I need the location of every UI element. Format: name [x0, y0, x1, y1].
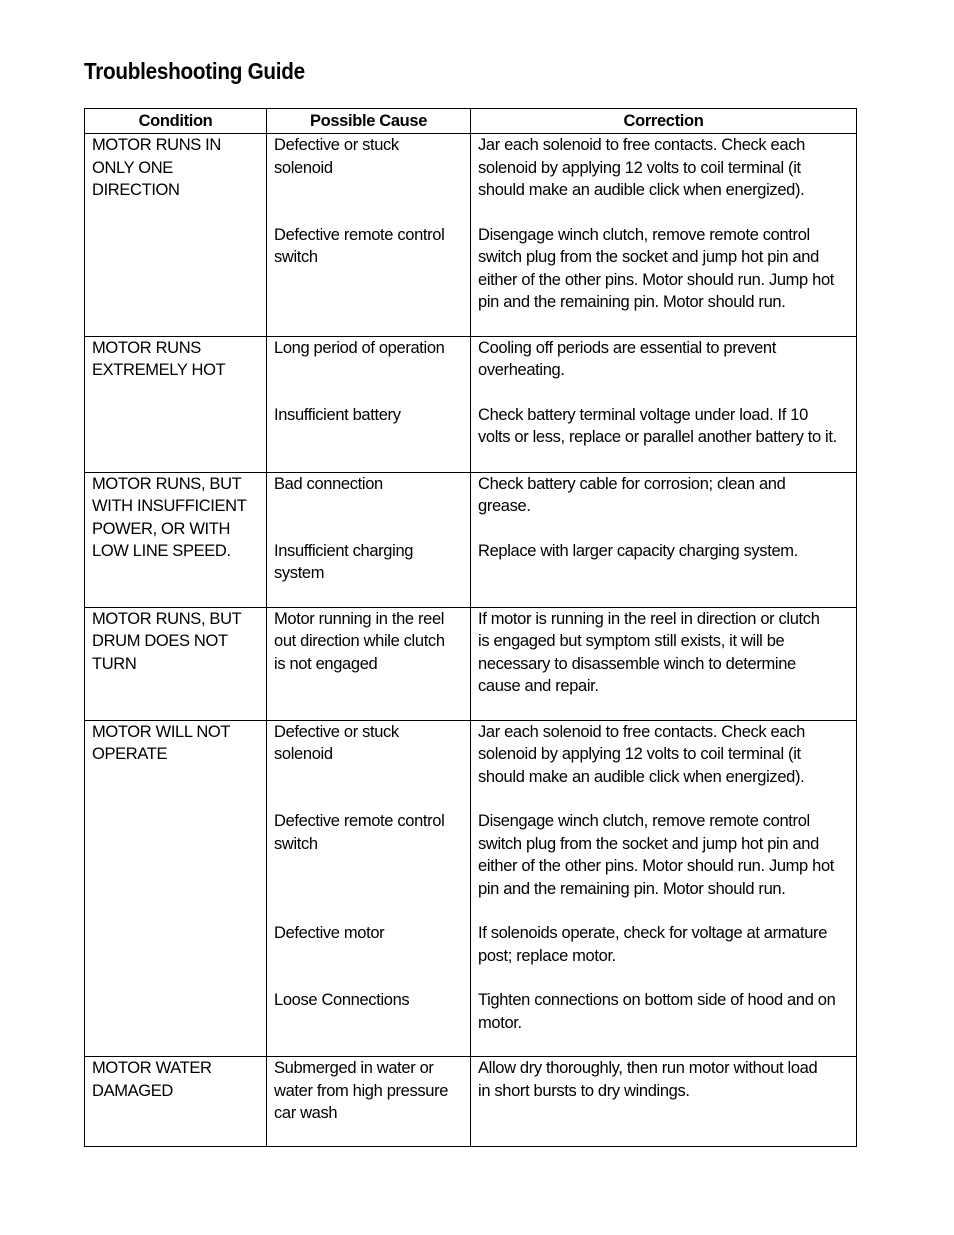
condition-text: MOTOR WILL NOT OPERATE: [92, 722, 231, 763]
condition-text: MOTOR WATER DAMAGED: [92, 1059, 212, 1100]
condition-text: MOTOR RUNS EXTREMELY HOT: [92, 338, 226, 379]
possible-cause-text: Insufficient battery: [274, 405, 401, 424]
correction-cell: [471, 336, 857, 472]
possible-cause-text: Defective remote control switch: [274, 225, 445, 266]
condition-cell: [85, 472, 267, 607]
possible-cause-text: Long period of operation: [274, 338, 445, 357]
condition-text: MOTOR RUNS IN ONLY ONE DIRECTION: [92, 136, 221, 199]
correction-cell: [471, 1057, 857, 1147]
correction-cell: [471, 134, 857, 337]
condition-cell: [85, 720, 267, 1057]
correction-text: Jar each solenoid to free contacts. Check each solenoid by applying 12 volts to coil terminal (it should make an audible click when energized).: [478, 136, 805, 199]
table-row: [85, 607, 857, 720]
column-header-possible-cause: Possible Cause: [267, 109, 471, 134]
page-title: Troubleshooting Guide: [84, 58, 305, 84]
possible-cause-cell: [267, 720, 471, 1057]
possible-cause-cell: [267, 472, 471, 607]
possible-cause-text: Motor running in the reel out direction while clutch is not engaged: [274, 609, 445, 673]
column-header-condition: Condition: [85, 109, 267, 134]
correction-text: Disengage winch clutch, remove remote control switch plug from the socket and jump hot pin and either of the other pins. Motor should run. Jump hot pin and the remaining pin. Motor should run.: [478, 812, 835, 898]
correction-text: Cooling off periods are essential to prevent overheating.: [478, 338, 776, 379]
possible-cause-cell: [267, 1057, 471, 1147]
possible-cause-text: Bad connection: [274, 474, 383, 493]
condition-text: MOTOR RUNS, BUT DRUM DOES NOT TURN: [92, 609, 242, 673]
correction-cell: [471, 472, 857, 607]
correction-cell: [471, 720, 857, 1057]
possible-cause-cell: [267, 336, 471, 472]
possible-cause-text: Defective motor: [274, 924, 385, 942]
correction-text: Replace with larger capacity charging system.: [478, 541, 798, 560]
condition-cell: [85, 1057, 267, 1147]
table-row: [85, 720, 857, 1057]
table-row: [85, 472, 857, 607]
correction-cell: [471, 607, 857, 720]
possible-cause-text: Loose Connections: [274, 991, 410, 1009]
possible-cause-text: Submerged in water or water from high pressure car wash: [274, 1059, 449, 1122]
possible-cause-text: Defective or stuck solenoid: [274, 722, 399, 763]
table-body: [85, 134, 857, 1147]
table-row: [85, 1057, 857, 1147]
table-row: [85, 134, 857, 337]
correction-text: If solenoids operate, check for voltage at armature post; replace motor.: [478, 924, 828, 965]
possible-cause-cell: [267, 607, 471, 720]
possible-cause-text: Insufficient charging system: [274, 541, 414, 582]
condition-cell: [85, 336, 267, 472]
troubleshooting-table: [84, 108, 857, 1147]
correction-text: Check battery cable for corrosion; clean and grease.: [478, 474, 786, 515]
correction-text: If motor is running in the reel in direction or clutch is engaged but symptom still exists, it will be necessary to disassemble winch to determine cause and repair.: [478, 609, 820, 695]
condition-cell: [85, 607, 267, 720]
condition-text: MOTOR RUNS, BUT WITH INSUFFICIENT POWER, OR WITH LOW LINE SPEED.: [92, 474, 247, 560]
correction-text: Check battery terminal voltage under load. If 10 volts or less, replace or parallel another battery to it.: [478, 405, 837, 446]
table-header-row: [85, 109, 857, 134]
correction-text: Tighten connections on bottom side of hood and on motor.: [478, 991, 836, 1032]
correction-text: Jar each solenoid to free contacts. Check each solenoid by applying 12 volts to coil terminal (it should make an audible click when energized).: [478, 722, 805, 786]
table-row: [85, 336, 857, 472]
possible-cause-cell: [267, 134, 471, 337]
correction-text: Disengage winch clutch, remove remote control switch plug from the socket and jump hot pin and either of the other pins. Motor should run. Jump hot pin and the remaining pin. Motor should run.: [478, 225, 835, 311]
column-header-correction: Correction: [471, 109, 857, 134]
possible-cause-text: Defective remote control switch: [274, 812, 445, 853]
correction-text: Allow dry thoroughly, then run motor without load in short bursts to dry windings.: [478, 1059, 818, 1100]
possible-cause-text: Defective or stuck solenoid: [274, 136, 399, 177]
condition-cell: [85, 134, 267, 337]
